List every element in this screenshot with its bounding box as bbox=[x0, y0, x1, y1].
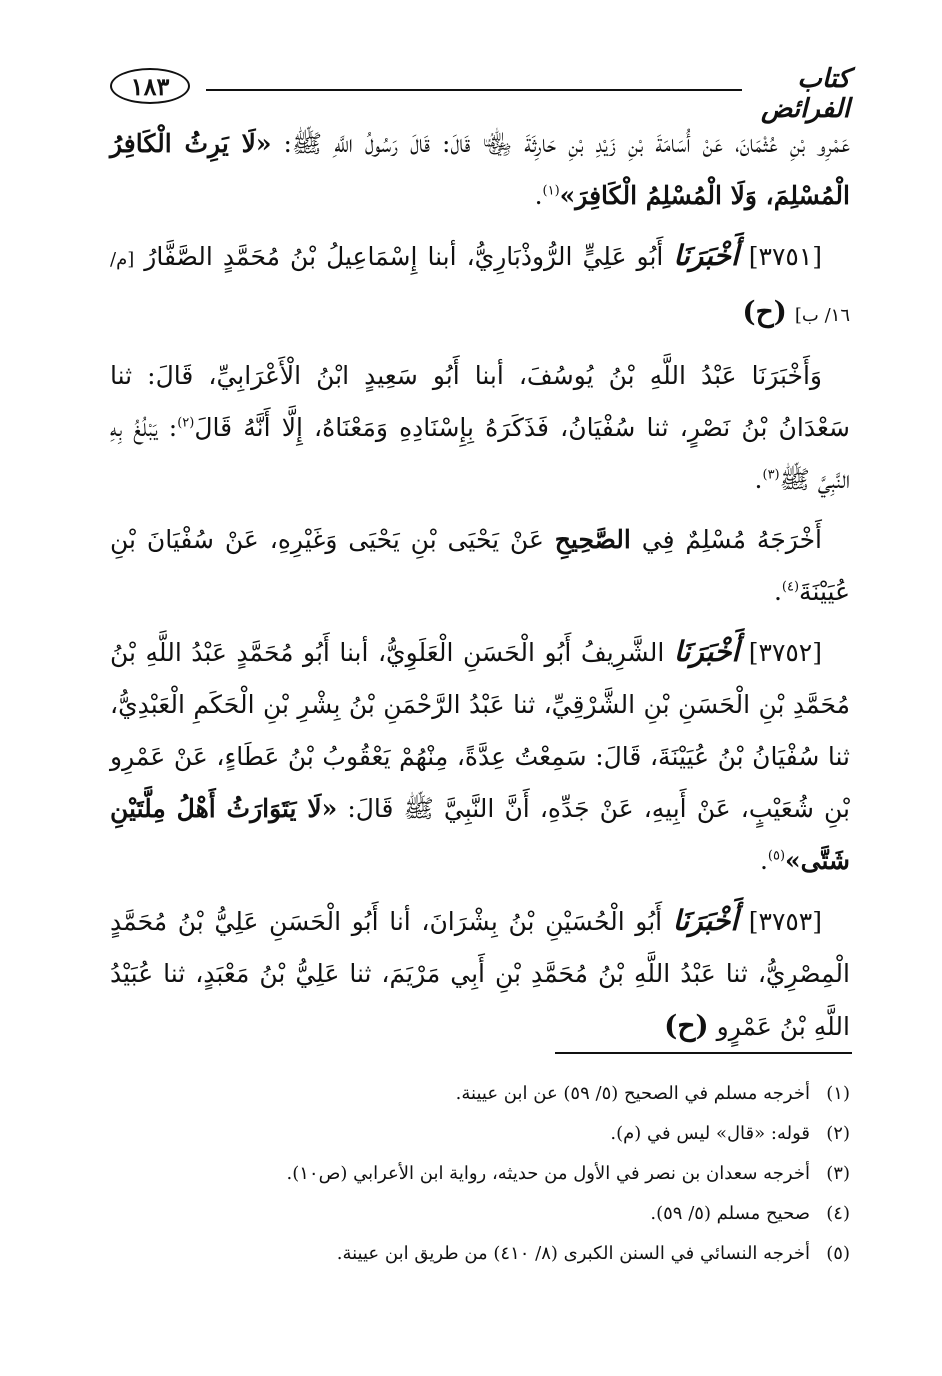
footnote bbox=[110, 1074, 850, 1114]
hadith-number: [٣٧٥٣] bbox=[748, 907, 822, 936]
footnote-number: (٥) bbox=[826, 1243, 850, 1264]
main-text bbox=[110, 118, 850, 1061]
hadith-number: [٣٧٥٢] bbox=[748, 638, 822, 667]
hadith-quote: «لَا يَتَوَارَثُ أَهْلُ مِلَّتَيْنِ شَتَّى» bbox=[110, 794, 850, 875]
paragraph-text: وَأَخْبَرَنَا عَبْدُ اللَّهِ بْنُ يُوسُفَ، أبنا أَبُو سَعِيدٍ ابْنُ الْأَعْرَابِيِّ، قَالَ: ثنا سَعْدَانُ بْنُ نَصْرٍ، ثنا سُفْيَانُ، فَذَكَرَهُ بِإِسْنَادِهِ وَمَعْنَاهُ، إِلَّا أَنَّهُ قَالَ bbox=[110, 361, 850, 442]
tahwil-mark: (ح) bbox=[664, 1009, 709, 1042]
footnote-number: (٣) bbox=[826, 1163, 850, 1184]
takhrij-paragraph bbox=[110, 514, 850, 618]
isnad-text: أَبُو عَلِيٍّ الرُّوذْبَارِيُّ، أبنا إِسْمَاعِيلُ بْنُ مُحَمَّدٍ الصَّفَّارُ bbox=[144, 242, 664, 271]
tahwil-mark: (ح) bbox=[742, 295, 787, 328]
isnad-text: الشَّرِيفُ أَبُو الْحَسَنِ الْعَلَوِيُّ، أبنا أَبُو مُحَمَّدٍ عَبْدُ اللَّهِ بْنُ مُحَمَّدِ بْنِ الْحَسَنِ بْنِ الشَّرْقِيِّ، ثنا عَبْدُ الرَّحْمَنِ بْنُ بِشْرِ بْنِ الْحَكَمِ الْعَبْدِيُّ، ثنا سُفْيَانُ بْنُ عُيَيْنَةَ، قَالَ: سَمِعْتُ عِدَّةً، مِنْهُمْ يَعْقُوبُ بْنُ عَطَاءٍ، عَنْ عَمْرِو بْنِ شُعَيْبٍ، عَنْ أَبِيهِ، عَنْ جَدِّهِ، أَنَّ النَّبِيَّ ﷺ قَالَ: bbox=[110, 638, 850, 823]
footnote-separator bbox=[555, 1052, 852, 1054]
hadith-quote: «لَا يَرِثُ الْكَافِرُ الْمُسْلِمَ، وَلَا الْمُسْلِمُ الْكَافِرَ» bbox=[110, 129, 850, 210]
footnote-number: (١) bbox=[826, 1083, 850, 1104]
footnote-text: صحيح مسلم (٥/ ٥٩). bbox=[650, 1203, 810, 1224]
footnote bbox=[110, 1194, 850, 1234]
paragraph-text: أَخْرَجَهُ مُسْلِمٌ فِي bbox=[630, 525, 822, 554]
footnote-ref: (٥) bbox=[767, 848, 786, 864]
period: . bbox=[534, 181, 543, 210]
footnote-text: أخرجه النسائي في السنن الكبرى (٨/ ٤١٠) من طريق ابن عيينة. bbox=[336, 1243, 810, 1264]
hadith-3752 bbox=[110, 626, 850, 887]
akhbarana-word: أَخْبَرَنَا bbox=[673, 635, 740, 668]
period: . bbox=[759, 846, 768, 875]
hadith-3751 bbox=[110, 230, 850, 342]
paragraph-continuation bbox=[110, 118, 850, 222]
hadith-3753 bbox=[110, 895, 850, 1053]
period: . bbox=[754, 465, 763, 494]
paragraph-text: عَمْرِو بْنِ عُثْمَانَ، عَنْ أُسَامَةَ بْنِ زَيْدِ بْنِ حَارِثَةَ ﵄ قَالَ: قَالَ رَسُولُ اللَّهِ ﷺ: bbox=[271, 129, 851, 158]
footnote-ref: (٣) bbox=[762, 467, 780, 483]
footnote-number: (٤) bbox=[826, 1203, 850, 1224]
footnote-ref: (١) bbox=[542, 183, 560, 199]
period: . bbox=[773, 577, 782, 606]
footnotes bbox=[110, 1074, 850, 1274]
footnote bbox=[110, 1154, 850, 1194]
isnad-text: أَبُو الْحُسَيْنِ بْنُ بِشْرَانَ، أنا أَبُو الْحَسَنِ عَلِيُّ بْنُ مُحَمَّدٍ الْمِصْرِيُّ، ثنا عَبْدُ اللَّهِ بْنُ مُحَمَّدِ بْنِ أَبِي مَرْيَمَ، ثنا عَلِيُّ بْنُ مَعْبَدٍ، ثنا عُبَيْدُ اللَّهِ بْنُ عَمْرٍو bbox=[110, 907, 850, 1041]
footnote-text: أخرجه مسلم في الصحيح (٥/ ٥٩) عن ابن عيينة. bbox=[455, 1083, 810, 1104]
footnote-ref: (٤) bbox=[781, 579, 800, 595]
footnote-number: (٢) bbox=[826, 1123, 850, 1144]
footnote-text: أخرجه سعدان بن نصر في الأول من حديثه، رواية ابن الأعرابي (ص١٠). bbox=[286, 1163, 810, 1184]
book-name: الصَّحِيحِ bbox=[554, 525, 631, 554]
paragraph-text: : يَبْلُغُ بِهِ النَّبِيَّ ﷺ bbox=[110, 413, 850, 494]
footnote bbox=[110, 1114, 850, 1154]
manuscript-ref: [م/ ١٦/ ب] bbox=[110, 249, 850, 326]
page-number: ١٨٣ bbox=[110, 68, 190, 104]
paragraph-text: عَنْ يَحْيَى بْنِ يَحْيَى وَغَيْرِهِ، عَنْ سُفْيَانَ بْنِ عُيَيْنَةَ bbox=[110, 525, 850, 606]
akhbarana-word: أَخْبَرَنَا bbox=[673, 239, 739, 272]
footnote-ref: (٢) bbox=[177, 415, 195, 431]
footnote-text: قوله: «قال» ليس في (م). bbox=[610, 1123, 810, 1144]
header-rule bbox=[206, 89, 742, 91]
paragraph-second-chain bbox=[110, 350, 850, 506]
hadith-number: [٣٧٥١] bbox=[748, 242, 823, 271]
page-header bbox=[110, 62, 850, 124]
footnote bbox=[110, 1234, 850, 1274]
book-title: كتاب الفرائض bbox=[761, 64, 850, 124]
akhbarana-word: أَخْبَرَنَا bbox=[672, 904, 739, 937]
